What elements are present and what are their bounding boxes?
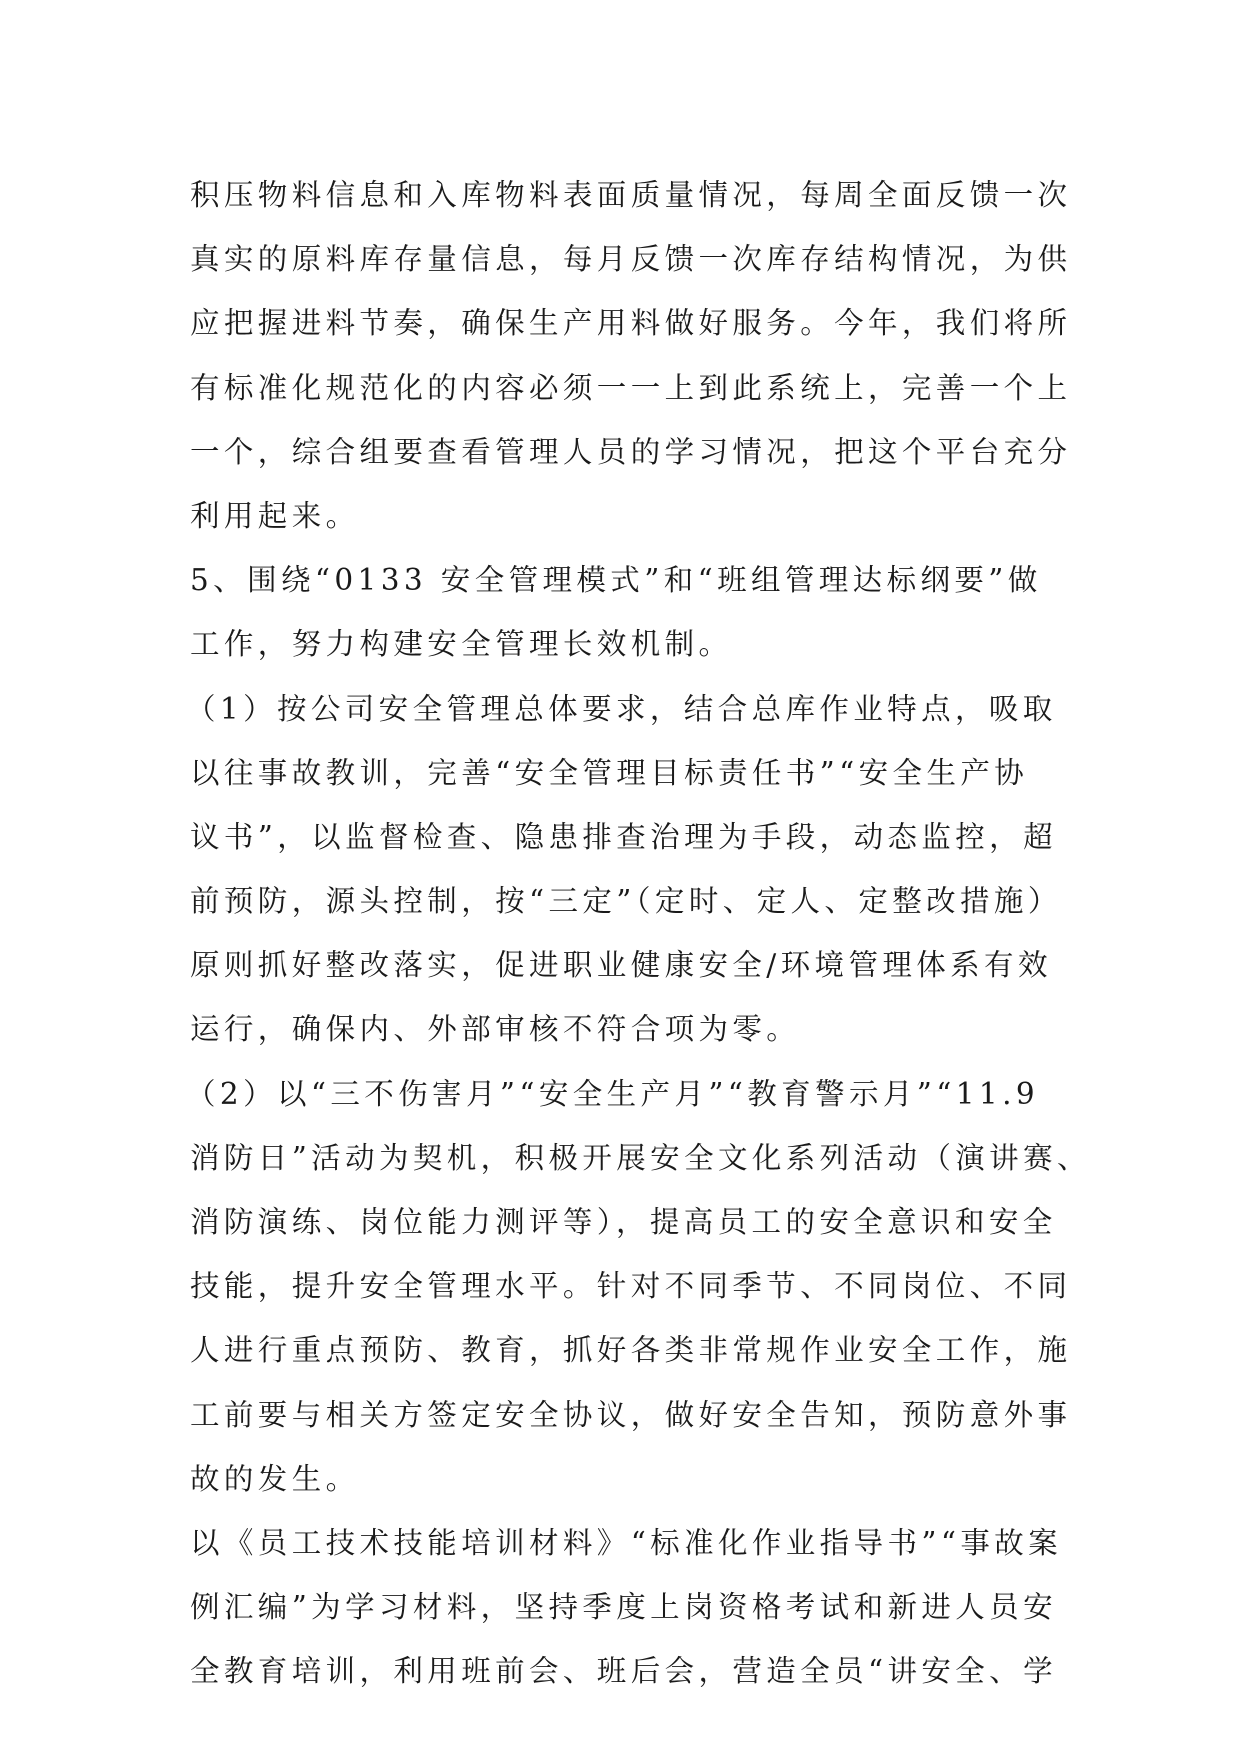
item-1-line: （1）按公司安全管理总体要求，结合总库作业特点，吸取 [186, 691, 1057, 726]
text-line: 一个，综合组要查看管理人员的学习情况，把这个平台充分 [190, 434, 1072, 469]
text-line: 例汇编”为学习材料，坚持季度上岗资格考试和新进人员安 [190, 1590, 1057, 1625]
text-line: 应把握进料节奏，确保生产用料做好服务。今年，我们将所 [190, 306, 1072, 341]
text-line: 以《员工技术技能培训材料》“标准化作业指导书”“事故案 [190, 1525, 1063, 1560]
text-line: 积压物料信息和入库物料表面质量情况，每周全面反馈一次 [190, 178, 1072, 212]
document-body [186, 163, 1091, 1704]
text-line: 工前要与相关方签定安全协议，做好安全告知，预防意外事 [190, 1397, 1072, 1432]
item-2-line: （2）以“三不伤害月”“安全生产月”“教育警示月”“11.9 [186, 1076, 1040, 1111]
section-heading-line: 5、围绕“0133 安全管理模式”和“班组管理达标纲要”做 [190, 563, 1042, 598]
text-line: 消防日”活动为契机，积极开展安全文化系列活动（演讲赛、 [190, 1140, 1091, 1175]
text-line: 前预防，源头控制，按“三定”（定时、定人、定整改措施） [190, 884, 1062, 919]
text-line: 有标准化规范化的内容必须一一上到此系统上，完善一个上 [190, 370, 1072, 405]
text-line: 以往事故教训，完善“安全管理目标责任书”“安全生产协 [190, 755, 1029, 790]
text-line: 消防演练、岗位能力测评等），提高员工的安全意识和安全 [190, 1205, 1057, 1239]
text-line: 议书”，以监督检查、隐患排查治理为手段，动态监控，超 [190, 819, 1057, 854]
text-line: 全教育培训，利用班前会、班后会，营造全员“讲安全、学 [190, 1654, 1057, 1689]
section-heading-line: 工作，努力构建安全管理长效机制。 [190, 627, 733, 662]
text-line: 技能，提升安全管理水平。针对不同季节、不同岗位、不同 [190, 1269, 1072, 1304]
text-line: 故的发生。 [190, 1461, 360, 1496]
text-line: 人进行重点预防、教育，抓好各类非常规作业安全工作，施 [190, 1333, 1072, 1368]
text-line: 利用起来。 [190, 498, 360, 533]
text-line: 运行，确保内、外部审核不符合项为零。 [190, 1012, 801, 1047]
text-line: 原则抓好整改落实，促进职业健康安全/环境管理体系有效 [190, 948, 1052, 983]
text-line: 真实的原料库存量信息，每月反馈一次库存结构情况，为供 [190, 242, 1072, 277]
